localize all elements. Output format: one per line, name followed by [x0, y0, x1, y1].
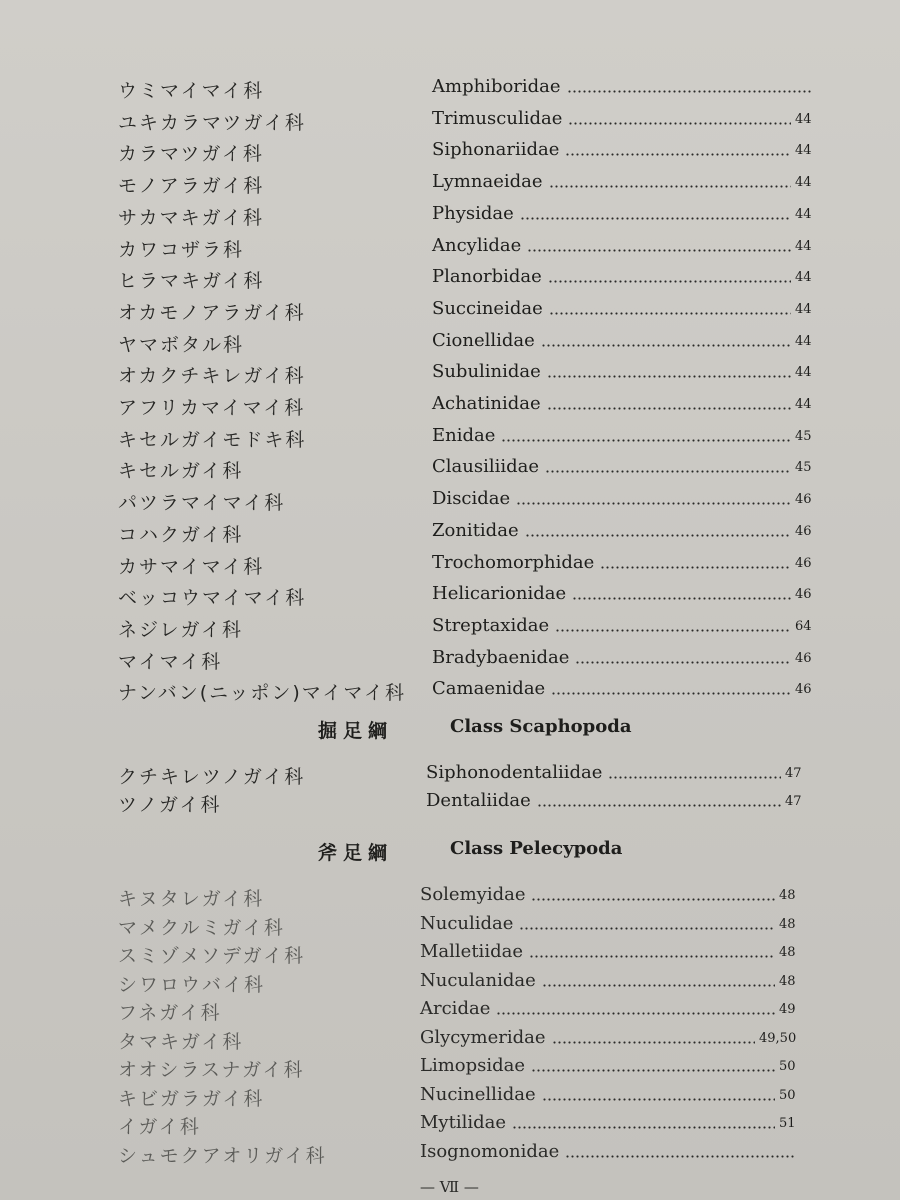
page-reference: 44	[795, 206, 812, 222]
toc-entry	[0, 393, 900, 421]
toc-entry	[0, 139, 900, 167]
leader-dots	[547, 375, 791, 378]
page-reference: 44	[795, 175, 812, 191]
leader-dots	[552, 1041, 755, 1044]
toc-entry	[0, 615, 900, 643]
toc-entry	[0, 1084, 900, 1112]
toc-entry	[0, 762, 900, 790]
leader-dots	[531, 1069, 775, 1072]
family-name-jp: モノアラガイ科	[118, 175, 265, 198]
leader-dots	[545, 470, 791, 473]
leader-dots	[496, 1012, 775, 1015]
family-name-jp: コハクガイ科	[118, 523, 244, 546]
family-name-jp: フネガイ科	[118, 1002, 222, 1024]
page-reference: 48	[779, 888, 796, 903]
page-reference: 46	[795, 587, 812, 603]
family-name-latin: Dentaliidae	[426, 790, 531, 811]
family-name-latin: Isognomonidae	[420, 1140, 560, 1162]
toc-entry	[0, 298, 900, 326]
leader-dots	[565, 153, 791, 156]
family-name-latin: Solemyidae	[420, 884, 526, 905]
leader-dots	[608, 776, 781, 779]
page-reference: 44	[795, 238, 812, 254]
page-reference: 47	[785, 794, 802, 809]
family-name-latin: Bradybaenidae	[432, 646, 570, 668]
toc-entry	[0, 488, 900, 516]
family-name-latin: Camaenidae	[432, 678, 546, 700]
leader-dots	[548, 280, 791, 283]
toc-entry	[0, 1027, 900, 1055]
leader-dots	[547, 407, 791, 410]
leader-dots	[549, 312, 791, 315]
leader-dots	[575, 661, 791, 664]
page-reference: 50	[779, 1087, 796, 1103]
toc-entry	[0, 884, 900, 912]
family-name-latin: Amphiboridae	[432, 76, 561, 97]
leader-dots	[525, 534, 791, 537]
family-name-latin: Limopsidae	[420, 1055, 526, 1076]
family-name-latin: Subulinidae	[432, 361, 541, 383]
toc-entry	[0, 1112, 900, 1140]
page-reference: 51	[779, 1116, 796, 1131]
class-heading-jp: 斧足綱	[318, 842, 394, 864]
family-name-latin: Achatinidae	[432, 393, 541, 414]
leader-dots	[520, 217, 791, 220]
toc-entry	[0, 235, 900, 263]
toc-entry	[0, 1141, 900, 1169]
class-heading-jp: 掘足綱	[318, 720, 394, 742]
page-reference: 48	[779, 916, 796, 932]
family-name-latin: Malletiidae	[420, 941, 523, 962]
family-name-latin: Streptaxidae	[432, 614, 550, 636]
leader-dots	[565, 1155, 796, 1158]
page-reference: 49,50	[759, 1030, 797, 1046]
toc-entry	[0, 1055, 900, 1083]
page-reference: 44	[795, 365, 812, 381]
class-heading-en: Class Pelecypoda	[450, 838, 623, 859]
toc-entry	[0, 790, 900, 818]
family-name-latin: Physidae	[432, 202, 514, 224]
family-name-latin: Lymnaeidae	[432, 171, 543, 193]
family-name-jp: ヒラマキガイ科	[118, 270, 265, 293]
leader-dots	[551, 692, 791, 695]
leader-dots	[527, 249, 791, 252]
family-name-jp: カラマツガイ科	[118, 143, 264, 166]
family-name-latin: Trimusculidae	[432, 107, 563, 129]
toc-entry	[0, 330, 900, 358]
toc-entry	[0, 171, 900, 199]
leader-dots	[572, 597, 791, 600]
family-name-jp: マイマイ科	[118, 650, 223, 673]
family-name-jp: ナンバン(ニッポン)マイマイ科	[118, 682, 407, 705]
family-name-jp: オオシラスナガイ科	[118, 1059, 305, 1081]
toc-entry	[0, 678, 900, 706]
page-reference: 44	[795, 111, 812, 127]
toc-entry	[0, 913, 900, 941]
page-reference: 50	[779, 1059, 796, 1074]
toc-entry	[0, 108, 900, 136]
family-name-latin: Clausiliidae	[432, 456, 540, 478]
family-name-latin: Nuculidae	[420, 912, 514, 934]
family-name-latin: Glycymeridae	[420, 1026, 546, 1048]
family-name-jp: カワコザラ科	[118, 238, 245, 261]
toc-entry	[0, 456, 900, 484]
toc-entry	[0, 425, 900, 453]
family-name-jp: カサマイマイ科	[118, 555, 265, 578]
toc-entry	[0, 998, 900, 1026]
family-name-jp: オカクチキレガイ科	[118, 365, 306, 388]
family-name-latin: Trochomorphidae	[432, 551, 595, 573]
leader-dots	[516, 502, 791, 505]
family-name-jp: ウミマイマイ科	[118, 80, 265, 102]
family-name-latin: Mytilidae	[420, 1112, 507, 1133]
toc-entry	[0, 552, 900, 580]
family-name-jp: マメクルミガイ科	[118, 916, 285, 939]
leader-dots	[542, 984, 775, 987]
family-name-jp: シワロウバイ科	[118, 973, 266, 996]
toc-entry	[0, 647, 900, 675]
page-reference: 49	[779, 1002, 796, 1017]
page-reference: 46	[795, 523, 812, 539]
family-name-latin: Cionellidae	[432, 329, 535, 351]
family-name-jp: スミゾメソデガイ科	[118, 945, 306, 967]
family-name-latin: Succineidae	[432, 297, 543, 319]
toc-entry	[0, 266, 900, 294]
class-heading-en: Class Scaphopoda	[450, 716, 632, 737]
family-name-latin: Siphonodentaliidae	[426, 762, 603, 783]
family-name-jp: イガイ科	[118, 1116, 201, 1138]
page-reference: 45	[795, 460, 812, 476]
family-name-latin: Arcidae	[420, 998, 491, 1019]
toc-entry	[0, 361, 900, 389]
page-reference: 48	[779, 945, 796, 960]
leader-dots	[541, 344, 791, 347]
page-reference: 44	[795, 270, 812, 286]
family-name-latin: Zonitidae	[432, 519, 519, 541]
family-name-jp: ユキカラマツガイ科	[118, 111, 306, 134]
family-name-jp: クチキレツノガイ科	[118, 766, 306, 788]
page-reference: 64	[795, 618, 812, 634]
leader-dots	[600, 566, 791, 569]
family-name-latin: Enidae	[432, 424, 496, 446]
page-reference: 45	[795, 428, 812, 444]
class-heading-pelecypoda	[0, 838, 900, 868]
toc-entry	[0, 941, 900, 969]
family-name-latin: Ancylidae	[432, 234, 522, 256]
page-reference: 46	[795, 682, 812, 698]
leader-dots	[555, 629, 791, 632]
leader-dots	[568, 122, 791, 125]
page-reference: 46	[795, 492, 812, 508]
leader-dots	[531, 898, 775, 901]
leader-dots	[501, 439, 791, 442]
family-name-latin: Nuculanidae	[420, 969, 536, 991]
family-name-latin: Planorbidae	[432, 266, 542, 288]
toc-entry	[0, 203, 900, 231]
leader-dots	[529, 955, 775, 958]
family-name-jp: シュモクアオリガイ科	[118, 1144, 327, 1167]
family-name-jp: キビガラガイ科	[118, 1087, 265, 1110]
page-reference: 48	[779, 973, 796, 989]
page-reference: 44	[795, 397, 812, 412]
family-name-jp: キセルガイモドキ科	[118, 428, 307, 451]
family-name-latin: Nucinellidae	[420, 1083, 536, 1105]
family-name-jp: ネジレガイ科	[118, 618, 243, 641]
family-name-jp: キヌタレガイ科	[118, 888, 265, 910]
toc-entry	[0, 970, 900, 998]
family-name-jp: ヤマボタル科	[118, 333, 245, 356]
leader-dots	[519, 927, 775, 930]
leader-dots	[567, 90, 812, 93]
family-name-jp: ツノガイ科	[118, 794, 222, 816]
leader-dots	[549, 185, 791, 188]
family-name-jp: アフリカマイマイ科	[118, 397, 306, 419]
class-heading-scaphopoda	[0, 716, 900, 746]
family-name-jp: パツラマイマイ科	[118, 492, 286, 515]
page-reference: 44	[795, 301, 812, 317]
page-reference: 44	[795, 143, 812, 159]
toc-entry	[0, 520, 900, 548]
family-name-jp: サカマキガイ科	[118, 206, 265, 229]
family-name-jp: オカモノアラガイ科	[118, 301, 306, 324]
page-reference: 47	[785, 766, 802, 781]
toc-entry	[0, 76, 900, 104]
leader-dots	[542, 1098, 775, 1101]
family-name-jp: ベッコウマイマイ科	[118, 587, 307, 610]
page-number-footer: — Ⅶ —	[420, 1178, 479, 1196]
leader-dots	[512, 1126, 775, 1129]
leader-dots	[537, 804, 781, 807]
family-name-latin: Siphonariidae	[432, 139, 560, 161]
family-name-jp: キセルガイ科	[118, 460, 244, 483]
page-reference: 44	[795, 333, 812, 349]
page-reference: 46	[795, 650, 812, 666]
toc-entry	[0, 583, 900, 611]
family-name-latin: Discidae	[432, 488, 511, 510]
family-name-jp: タマキガイ科	[118, 1030, 244, 1053]
page-reference: 46	[795, 555, 812, 571]
family-name-latin: Helicarionidae	[432, 583, 567, 605]
